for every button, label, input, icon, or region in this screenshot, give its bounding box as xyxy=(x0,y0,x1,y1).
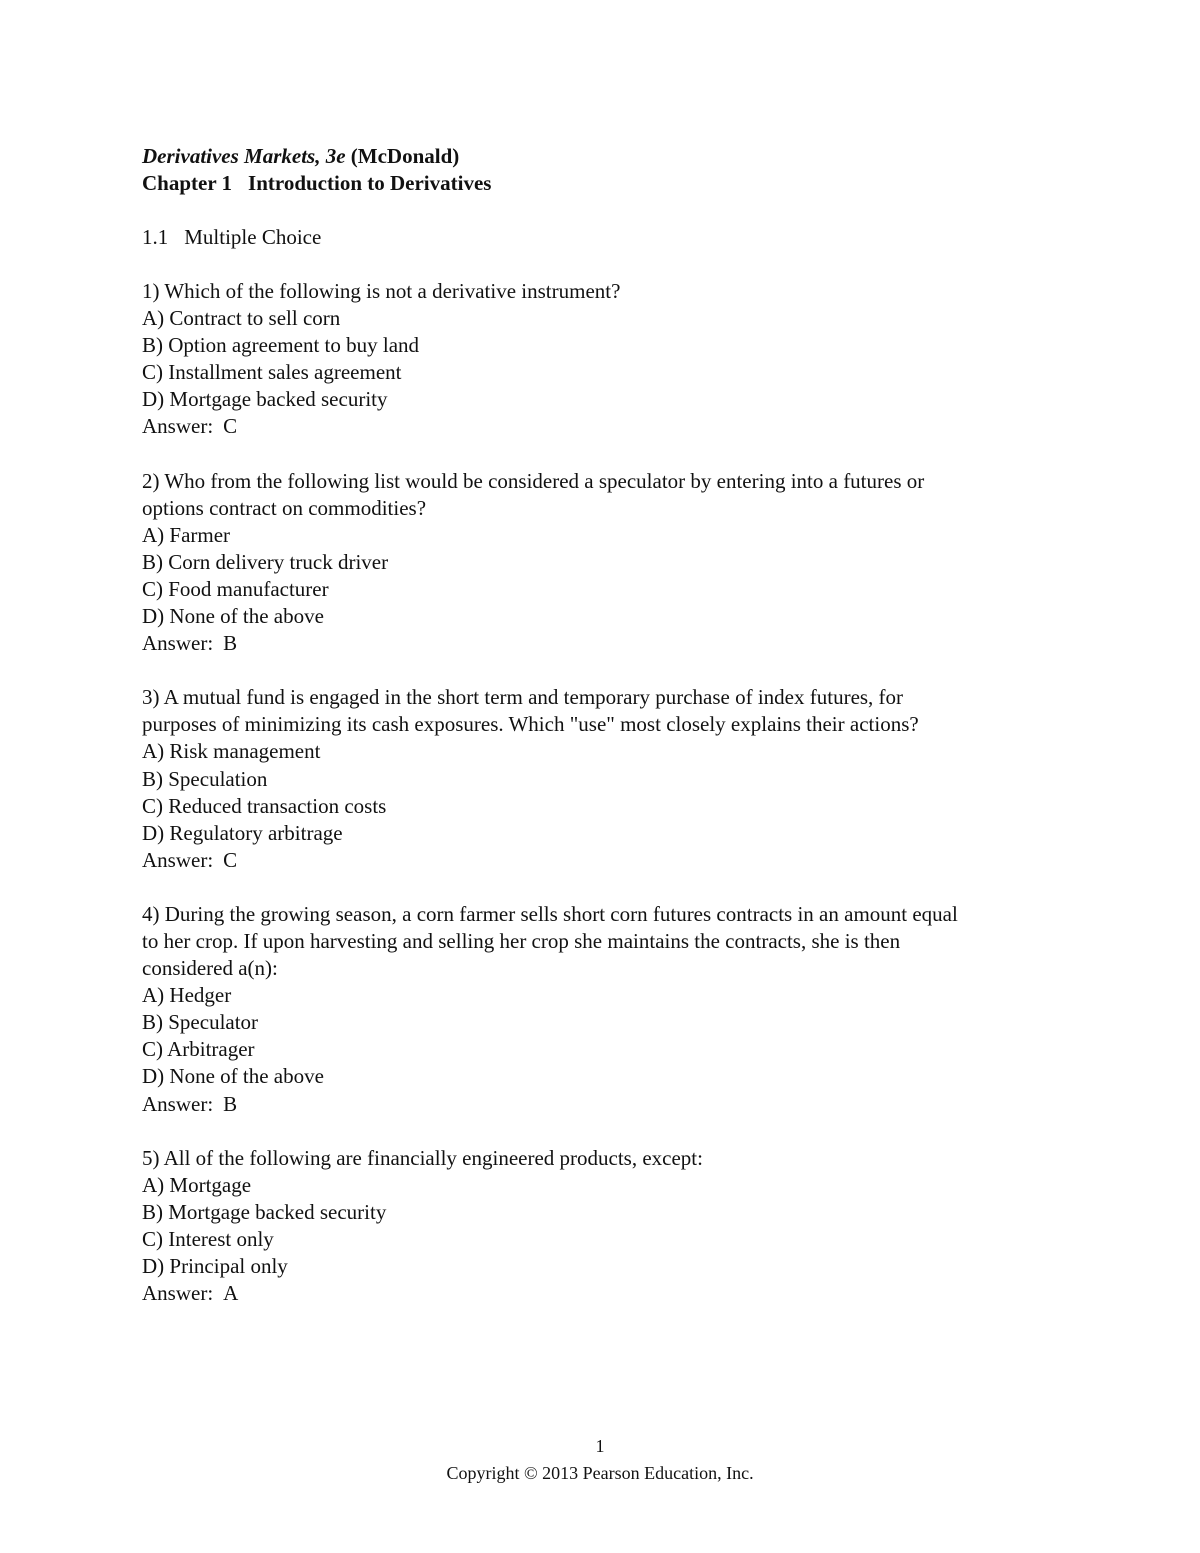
option-c: C) Interest only xyxy=(142,1226,274,1251)
page-number: 1 xyxy=(595,1436,605,1456)
answer-label: Answer: xyxy=(142,414,214,439)
question-stem-line: options contract on commodities? xyxy=(142,495,427,520)
section-heading xyxy=(142,224,1072,251)
option-d: D) Regulatory arbitrage xyxy=(142,820,343,845)
answer-value: B xyxy=(223,631,238,656)
answer-label: Answer: xyxy=(142,1281,214,1306)
option-c: C) Reduced transaction costs xyxy=(142,793,387,818)
answer-line xyxy=(142,1280,1072,1307)
chapter-title: Introduction to Derivatives xyxy=(248,171,492,195)
book-title: Derivatives Markets, 3e xyxy=(142,144,346,168)
option-b: B) Speculator xyxy=(142,1010,259,1035)
chapter-heading xyxy=(142,169,1072,197)
option-b: B) Mortgage backed security xyxy=(142,1199,387,1224)
book-author: (McDonald) xyxy=(350,144,460,168)
option-d: D) Principal only xyxy=(142,1254,288,1278)
question-5 xyxy=(142,1145,1072,1308)
chapter-label: Chapter 1 xyxy=(142,171,233,195)
option-a: A) Risk management xyxy=(142,739,321,764)
answer-value: A xyxy=(223,1281,239,1306)
answer-label: Answer: xyxy=(142,631,214,656)
page-content xyxy=(142,142,1072,1307)
option-d: D) None of the above xyxy=(142,1064,324,1089)
question-stem-line: 5) All of the following are financially engineered products, except: xyxy=(142,1145,703,1170)
answer-line xyxy=(142,630,1072,657)
answer-value: C xyxy=(223,847,238,872)
section-number: 1.1 xyxy=(142,225,169,249)
question-4 xyxy=(142,901,1072,1118)
option-d: D) None of the above xyxy=(142,604,324,629)
question-2 xyxy=(142,468,1072,658)
question-1 xyxy=(142,278,1072,441)
answer-line xyxy=(142,1091,1072,1118)
answer-line xyxy=(142,413,1072,440)
option-a: A) Contract to sell corn xyxy=(142,306,341,331)
option-c: C) Installment sales agreement xyxy=(142,360,402,385)
question-3 xyxy=(142,684,1072,874)
option-c: C) Arbitrager xyxy=(142,1037,255,1062)
option-b: B) Speculation xyxy=(142,766,268,791)
answer-label: Answer: xyxy=(142,1091,214,1116)
question-stem-line: purposes of minimizing its cash exposures. Which "use" most closely explains their actions? xyxy=(142,712,919,737)
answer-line xyxy=(142,847,1072,874)
answer-label: Answer: xyxy=(142,847,214,872)
section-title: Multiple Choice xyxy=(184,225,322,249)
answer-value: B xyxy=(223,1091,238,1116)
copyright-notice: Copyright © 2013 Pearson Education, Inc. xyxy=(446,1463,754,1483)
question-stem-line: 3) A mutual fund is engaged in the short term and temporary purchase of index futures, for xyxy=(142,685,904,710)
book-title-line xyxy=(142,142,1072,170)
answer-value: C xyxy=(223,414,238,439)
option-d: D) Mortgage backed security xyxy=(142,387,388,412)
question-stem-line: 1) Which of the following is not a derivative instrument? xyxy=(142,279,621,303)
question-stem-line: 4) During the growing season, a corn farmer sells short corn futures contracts in an amount equal xyxy=(142,901,958,926)
option-a: A) Mortgage xyxy=(142,1172,252,1197)
question-stem-line: considered a(n): xyxy=(142,956,278,981)
question-stem-line: to her crop. If upon harvesting and selling her crop she maintains the contracts, she is then xyxy=(142,928,901,953)
option-b: B) Corn delivery truck driver xyxy=(142,549,389,574)
question-stem-line: 2) Who from the following list would be considered a speculator by entering into a futures or xyxy=(142,468,925,493)
option-b: B) Option agreement to buy land xyxy=(142,333,420,358)
option-a: A) Farmer xyxy=(142,522,231,547)
option-c: C) Food manufacturer xyxy=(142,576,329,601)
option-a: A) Hedger xyxy=(142,983,232,1008)
